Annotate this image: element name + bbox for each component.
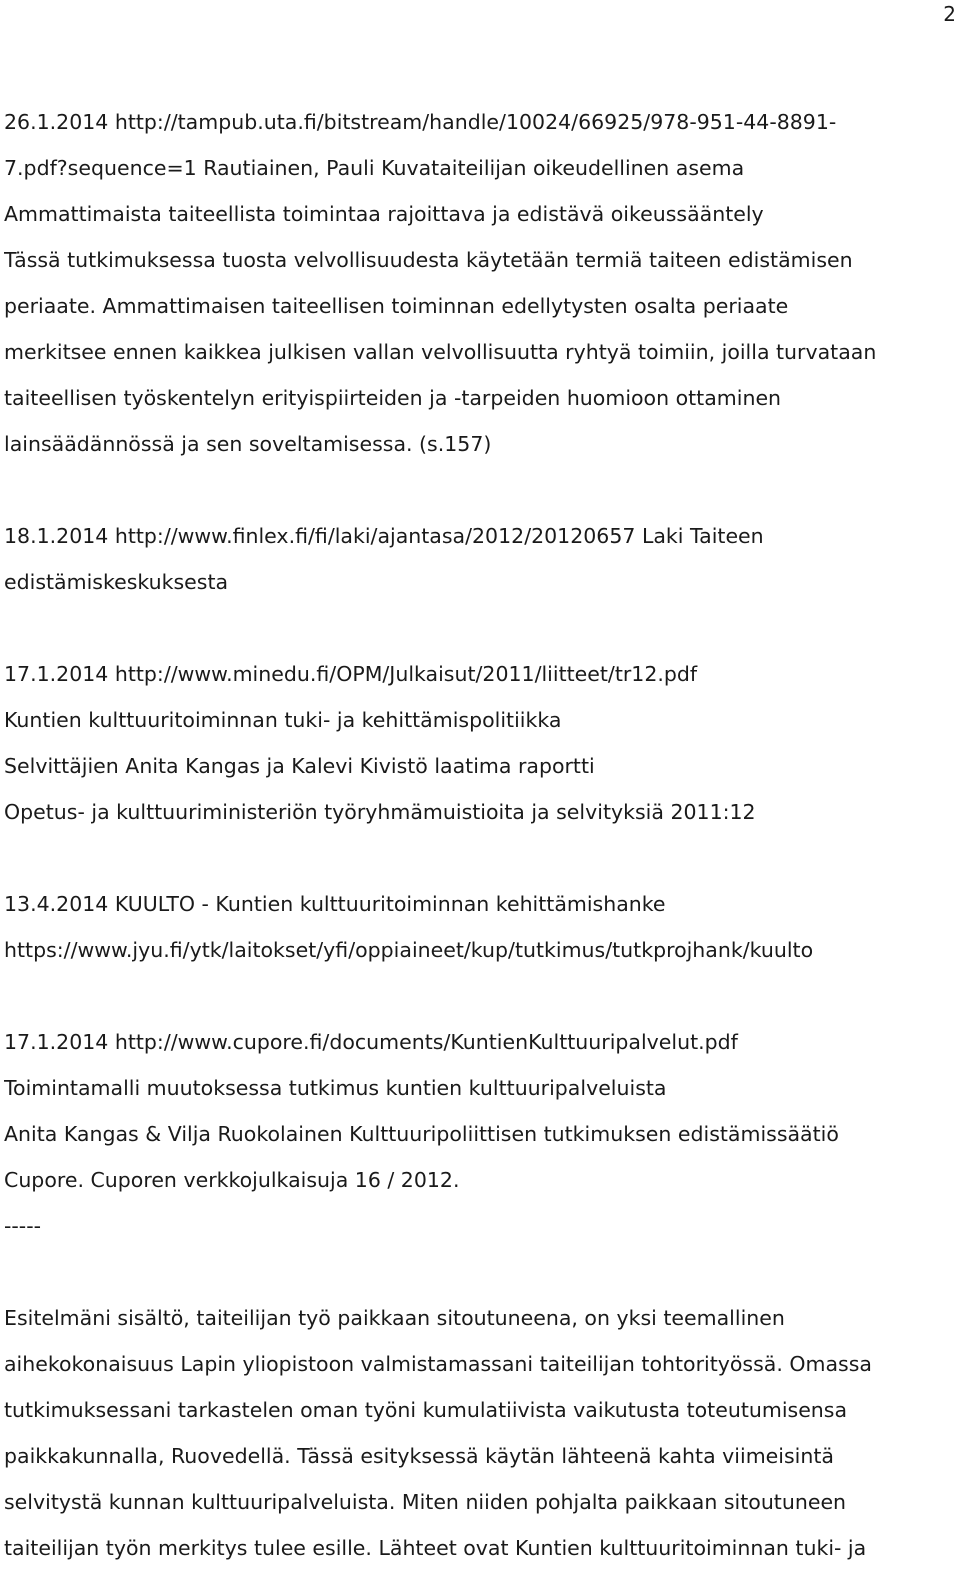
- text-line: aihekokonaisuus Lapin yliopistoon valmistamassani taiteilijan tohtorityössä. Omassa: [4, 1352, 872, 1376]
- text-line: Kuntien kulttuuritoiminnan tuki- ja kehittämispolitiikka: [4, 708, 562, 732]
- text-line: periaate. Ammattimaisen taiteellisen toiminnan edellytysten osalta periaate: [4, 294, 789, 318]
- text-line: taiteilijan työn merkitys tulee esille. Lähteet ovat Kuntien kulttuuritoiminnan tuki- ja: [4, 1536, 867, 1560]
- text-line: Selvittäjien Anita Kangas ja Kalevi Kivistö laatima raportti: [4, 754, 595, 778]
- text-line: Toimintamalli muutoksessa tutkimus kuntien kulttuuripalveluista: [4, 1076, 667, 1100]
- text-line: Opetus- ja kulttuuriministeriön työryhmämuistioita ja selvityksiä 2011:12: [4, 800, 756, 824]
- text-line: paikkakunnalla, Ruovedellä. Tässä esityksessä käytän lähteenä kahta viimeisintä: [4, 1444, 834, 1468]
- text-line: 7.pdf?sequence=1 Rautiainen, Pauli Kuvataiteilijan oikeudellinen asema: [4, 156, 745, 180]
- body-paragraph: [4, 1295, 956, 1571]
- text-line: 17.1.2014 http://www.cupore.fi/documents/KuntienKulttuuripalvelut.pdf: [4, 1030, 738, 1054]
- text-line: 17.1.2014 http://www.minedu.fi/OPM/Julkaisut/2011/liitteet/tr12.pdf: [4, 662, 698, 686]
- text-line: https://www.jyu.fi/ytk/laitokset/yfi/oppiaineet/kup/tutkimus/tutkprojhank/kuulto: [4, 938, 814, 962]
- text-line: 26.1.2014 http://tampub.uta.fi/bitstream/handle/10024/66925/978-951-44-8891-: [4, 110, 837, 134]
- reference-cupore: [4, 1019, 956, 1249]
- reference-kuulto: [4, 881, 956, 973]
- document-body: [4, 99, 956, 1571]
- text-line: edistämiskeskuksesta: [4, 570, 229, 594]
- reference-rautiainen: [4, 99, 956, 467]
- paragraph-gap: [4, 835, 956, 881]
- reference-finlex: [4, 513, 956, 605]
- section-separator: -----: [4, 1214, 41, 1238]
- page-number: 2: [943, 2, 956, 26]
- text-line: taiteellisen työskentelyn erityispiirteiden ja -tarpeiden huomioon ottaminen: [4, 386, 782, 410]
- paragraph-gap: [4, 973, 956, 1019]
- reference-minedu: [4, 651, 956, 835]
- text-line: Anita Kangas & Vilja Ruokolainen Kulttuuripoliittisen tutkimuksen edistämissäätiö: [4, 1122, 839, 1146]
- paragraph-gap: [4, 467, 956, 513]
- text-line: selvitystä kunnan kulttuuripalveluista. Miten niiden pohjalta paikkaan sitoutuneen: [4, 1490, 847, 1514]
- paragraph-gap: [4, 1249, 956, 1295]
- text-line: 13.4.2014 KUULTO - Kuntien kulttuuritoiminnan kehittämishanke: [4, 892, 666, 916]
- text-line: tutkimuksessani tarkastelen oman työni kumulatiivista vaikutusta toteutumisensa: [4, 1398, 848, 1422]
- text-line: lainsäädännössä ja sen soveltamisessa. (s.157): [4, 432, 492, 456]
- text-line: Cupore. Cuporen verkkojulkaisuja 16 / 2012.: [4, 1168, 460, 1192]
- text-line: Esitelmäni sisältö, taiteilijan työ paikkaan sitoutuneena, on yksi teemallinen: [4, 1306, 785, 1330]
- paragraph-gap: [4, 605, 956, 651]
- text-line: Tässä tutkimuksessa tuosta velvollisuudesta käytetään termiä taiteen edistämisen: [4, 248, 853, 272]
- text-line: 18.1.2014 http://www.finlex.fi/fi/laki/ajantasa/2012/20120657 Laki Taiteen: [4, 524, 764, 548]
- text-line: merkitsee ennen kaikkea julkisen vallan velvollisuutta ryhtyä toimiin, joilla turvataan: [4, 340, 877, 364]
- text-line: Ammattimaista taiteellista toimintaa rajoittava ja edistävä oikeussääntely: [4, 202, 764, 226]
